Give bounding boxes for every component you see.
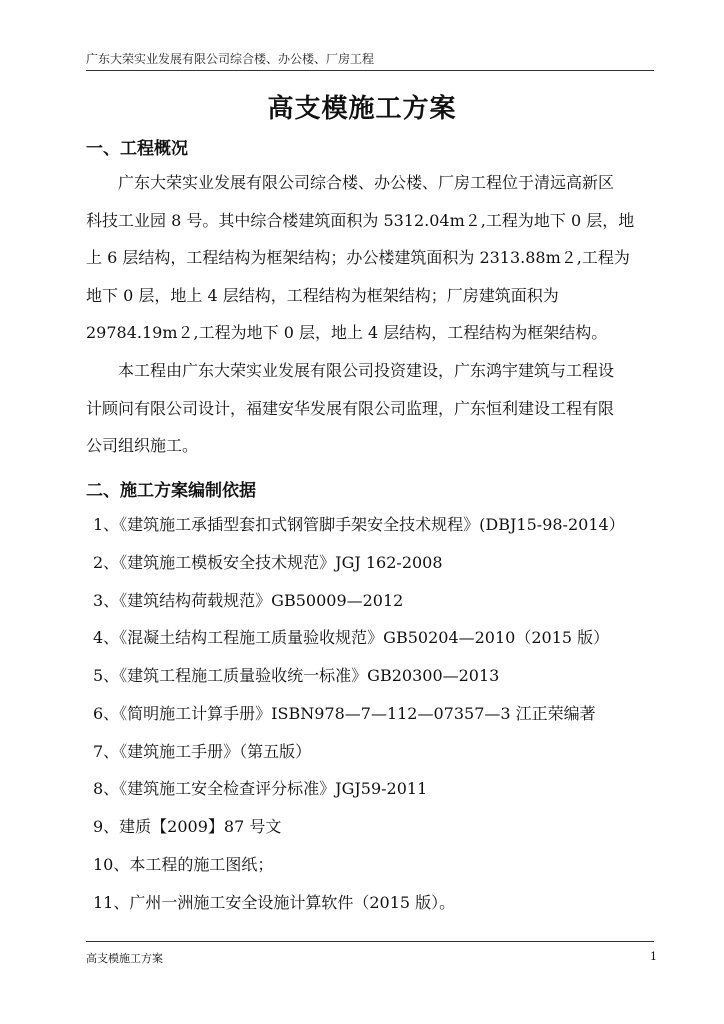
reference-item: 6、《简明施工计算手册》ISBN978—7—112—07357—3 江正荣编著 [93, 704, 596, 723]
running-header: 广东大荣实业发展有限公司综合楼、办公楼、厂房工程 [86, 52, 375, 66]
paragraph-line: 计顾问有限公司设计，福建安华发展有限公司监理，广东恒利建设工程有限 [86, 398, 615, 418]
paragraph-line: 上 6 层结构，工程结构为框架结构；办公楼建筑面积为 2313.88m２,工程为 [86, 248, 630, 267]
reference-item: 10、本工程的施工图纸； [93, 855, 274, 874]
footer-label: 高支模施工方案 [86, 952, 163, 965]
reference-item: 5、《建筑工程施工质量验收统一标准》GB20300—2013 [93, 666, 500, 685]
reference-item: 9、建质【2009】87 号文 [93, 817, 282, 836]
paragraph-line: 科技工业园 8 号。其中综合楼建筑面积为 5312.04m２,工程为地下 0 层，地 [86, 210, 635, 230]
reference-item: 3、《建筑结构荷载规范》GB50009—2012 [93, 591, 404, 610]
section-heading-overview: 一、工程概况 [86, 139, 188, 159]
header-divider [86, 70, 654, 71]
overview-paragraph-2 [86, 352, 656, 465]
reference-item: 4、《混凝土结构工程施工质量验收规范》GB50204—2010（2015 版） [93, 628, 610, 647]
document-title: 高支模施工方案 [267, 94, 457, 124]
reference-item: 11、广州一洲施工安全设施计算软件（2015 版）。 [93, 893, 456, 912]
footer-divider [86, 941, 654, 942]
paragraph-line: 地下 0 层，地上 4 层结构，工程结构为框架结构；厂房建筑面积为 [86, 285, 559, 305]
reference-item: 7、《建筑施工手册》（第五版） [93, 742, 312, 761]
reference-item: 8、《建筑施工安全检查评分标准》JGJ59-2011 [93, 779, 428, 798]
paragraph-line: 广东大荣实业发展有限公司综合楼、办公楼、厂房工程位于清远高新区 [118, 173, 615, 192]
paragraph-line: 本工程由广东大荣实业发展有限公司投资建设，广东鸿宇建筑与工程设 [118, 361, 615, 380]
overview-paragraph-1 [86, 164, 656, 352]
page-number: 1 [650, 950, 657, 963]
reference-item: 2、《建筑施工模板安全技术规范》JGJ 162-2008 [93, 553, 443, 572]
paragraph-line: 29784.19m２,工程为地下 0 层，地上 4 层结构，工程结构为框架结构。 [86, 323, 608, 342]
section-heading-basis: 二、施工方案编制依据 [86, 481, 256, 501]
reference-item: 1、《建筑施工承插型套扣式钢管脚手架安全技术规程》(DBJ15-98-2014） [93, 515, 625, 534]
paragraph-line: 公司组织施工。 [86, 436, 199, 455]
